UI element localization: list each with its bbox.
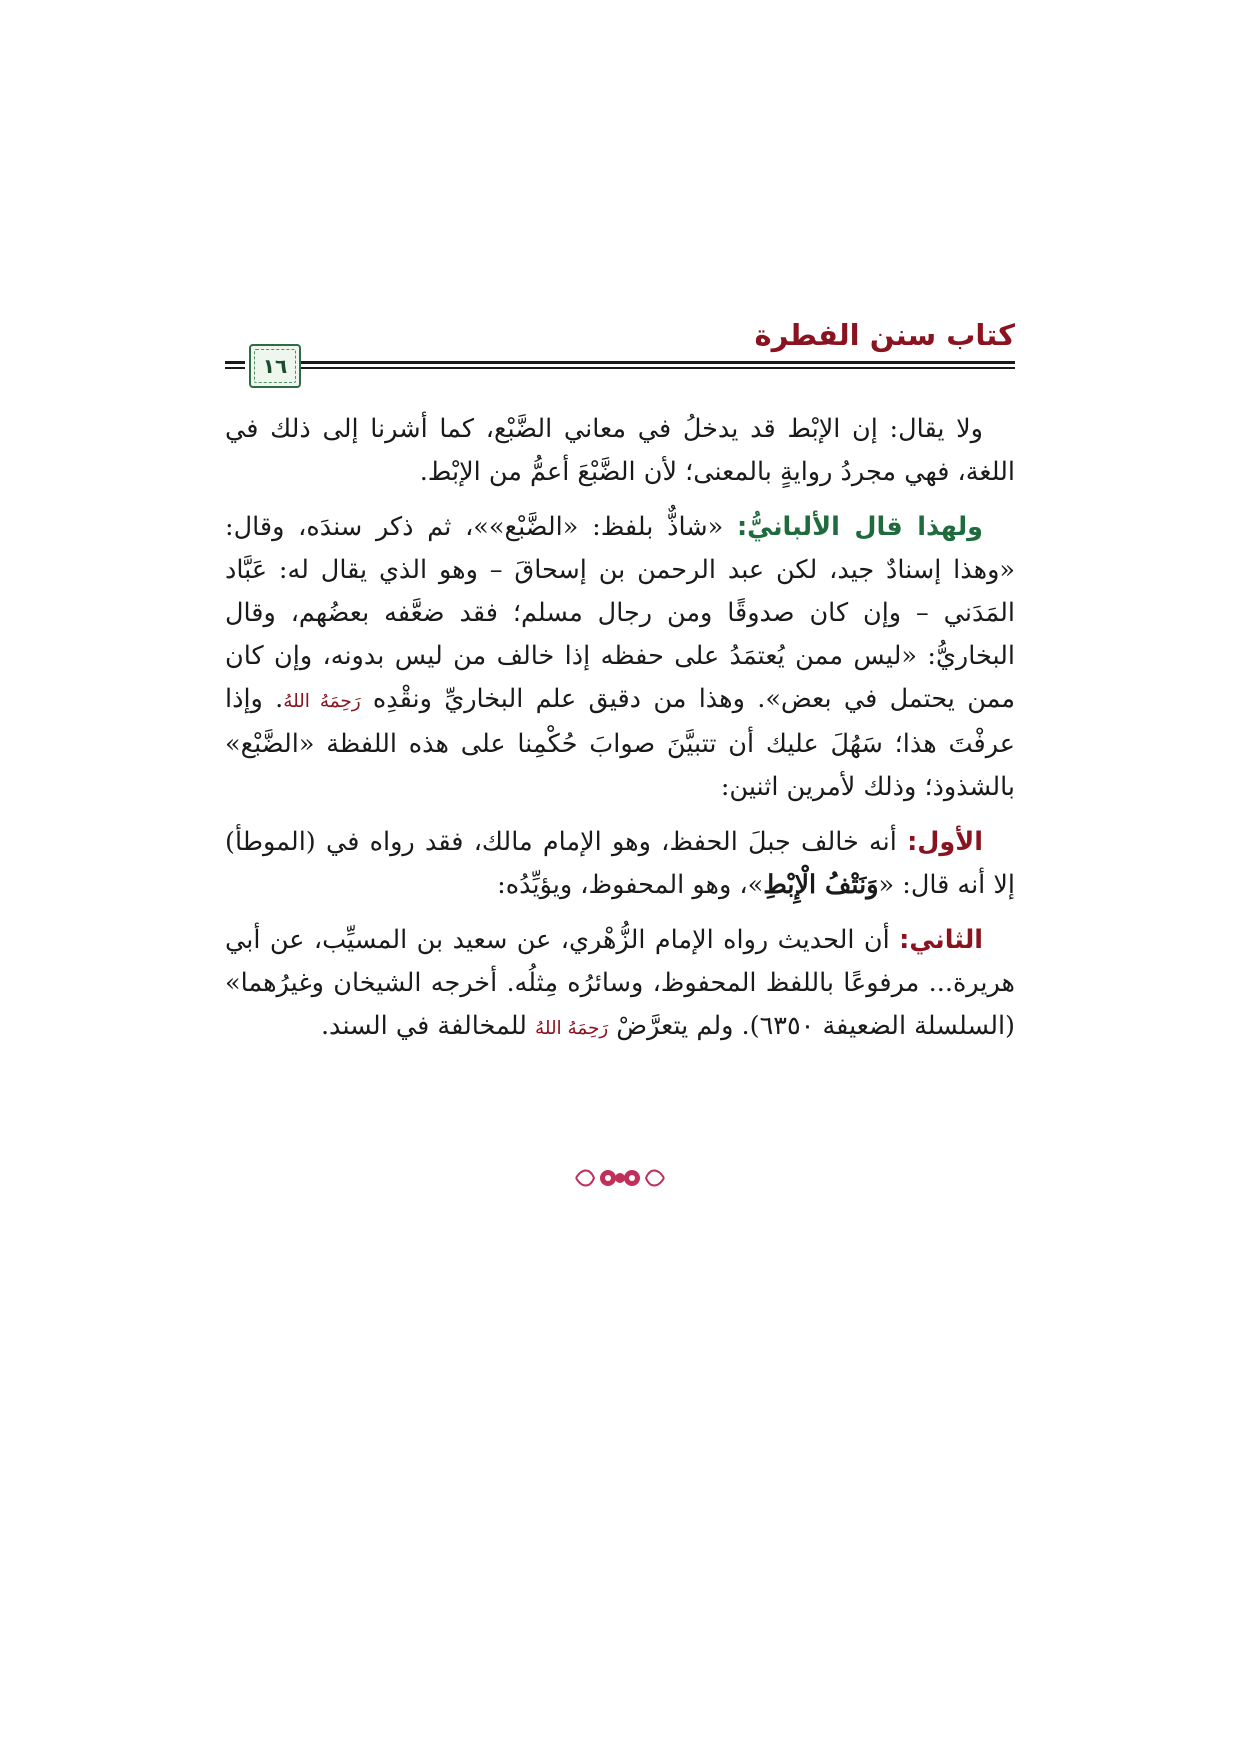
paragraph-1 xyxy=(225,408,1015,494)
albani-heading: ولهذا قال الألبانيُّ: xyxy=(736,512,984,542)
paragraph-2-text-b: . وإذا عرفْتَ هذا؛ سَهُلَ عليك أن تتبيَّنَ صوابَ حُكْمِنا على هذه اللفظة «الضَّبْع» بالشذوذ؛ وذلك لأمرين اثنين: xyxy=(225,684,1015,802)
book-title: كتاب سنن الفطرة xyxy=(754,318,1015,352)
first-point-heading: الأول: xyxy=(907,827,983,857)
honorific-glyph: رَحِمَهُ اللهُ xyxy=(283,691,361,712)
paragraph-1-text: ولا يقال: إن الإبْط قد يدخلُ في معاني الضَّبْع، كما أشرنا إلى ذلك في اللغة، فهي مجردُ روايةٍ بالمعنى؛ لأن الضَّبْعَ أعمُّ من الإبْط. xyxy=(225,414,1015,487)
paragraph-4-text-b: للمخالفة في السند. xyxy=(320,1011,527,1041)
paragraph-4 xyxy=(225,919,1015,1050)
page-body xyxy=(225,408,1015,1062)
page-number-badge xyxy=(249,344,301,388)
paragraph-2-text-a: «شاذٌّ بلفظ: «الضَّبْع»»، ثم ذكر سندَه، وقال: «وهذا إسنادٌ جيد، لكن عبد الرحمن بن إسحاقَ – وهو الذي يقال له: عَبَّاد المَدَني – وإن كان صدوقًا ومن رجال مسلم؛ فقد ضعَّفه بعضُهم، وقال البخاريُّ: «ليس ممن يُعتمَدُ على حفظه إذا خالف من ليس بدونه، وإن كان ممن يحتمل في بعض». وهذا من دقيق علم البخاريِّ ونقْدِه xyxy=(225,512,1016,714)
paragraph-2 xyxy=(225,506,1015,809)
header-rule-left-thick xyxy=(225,361,245,364)
header-rule-thick xyxy=(280,361,1015,364)
honorific-glyph: رَحِمَهُ اللهُ xyxy=(535,1018,609,1039)
paragraph-3-text-a: أنه خالف جبلَ الحفظ، وهو الإمام مالك، فقد رواه في (الموطأ) إلا أنه قال: « xyxy=(225,827,1015,900)
header-rule-thin xyxy=(280,367,1015,369)
page-number: ١٦ xyxy=(262,354,288,378)
page-header xyxy=(225,318,1015,388)
paragraph-3 xyxy=(225,821,1015,907)
paragraph-4-text-a: أن الحديث رواه الإمام الزُّهْري، عن سعيد بن المسيِّب، عن أبي هريرة... مرفوعًا باللفظ المحفوظ، وسائرُه مِثلُه. أخرجه الشيخان وغيرُهما» (السلسلة الضعيفة ٦٣٥٠). ولم يتعرَّضْ xyxy=(225,925,1015,1041)
header-rule-left-thin xyxy=(225,367,245,369)
paragraph-3-text-b: »، وهو المحفوظ، ويؤيِّدُه: xyxy=(497,870,764,900)
hadith-phrase: وَنَتْفُ الْإِبْطِ xyxy=(763,870,879,900)
floral-divider-icon xyxy=(570,1163,670,1193)
second-point-heading: الثاني: xyxy=(899,925,984,955)
